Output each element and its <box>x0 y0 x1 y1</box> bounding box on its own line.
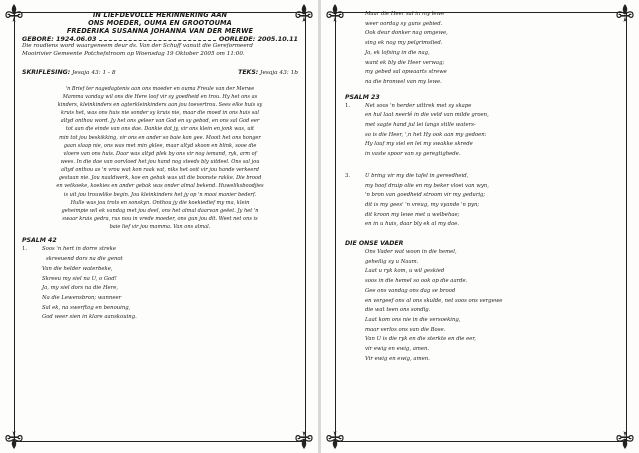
tribute-line: wees. In die dae van oorvloed het jou hand nog steeds bly uitdeel. Ons sal jou <box>60 158 260 165</box>
verse-line: U bring vir my die tafel in gereedheid, <box>365 172 469 179</box>
verse-line: en hul laat neerlê in die veld van milde groen, <box>365 112 489 119</box>
verse-line: my gebed sal opwaarts strewe <box>365 69 447 76</box>
tribute-line: altyd onthou as 'n vrou wat kon raak vat, niks het ooit vir jou hande verkeerd <box>60 167 259 174</box>
prayer-line: Laat kom ons nie in die versoeking, <box>365 316 461 323</box>
tribute-line: altyd onthou word. Jy het ons geleer van God en sy gebod, en ons sal God eer <box>60 118 260 125</box>
psalm-23-verse-1 <box>345 102 615 160</box>
lords-prayer-title: DIE ONSE VADER <box>345 240 404 248</box>
verse-line: Skreeu my siel na U, o God! <box>42 275 117 282</box>
prayer-line: geheilig sy u Naam. <box>365 258 419 265</box>
deceased-name: FREDERIKA SUSANNA JOHANNA VAN DER MERWE <box>66 26 254 35</box>
tribute-line: gestaan nie. Jou naaldwerk, koe en gebak was uit die boonste rakke. Die brood <box>58 175 262 182</box>
verse-number: 1. <box>345 102 351 109</box>
verse-line: in vaste spoor van sy geregtighede. <box>365 151 461 158</box>
fleur-de-lis-icon <box>324 429 346 451</box>
tribute-line: Hulle was jou trots en sonskyn. Onthou jy die koekiedief my ma, klein <box>70 199 250 206</box>
verse-line: 'n bron van goedheid stroom vir my gedurig; <box>365 192 486 199</box>
fleur-de-lis-icon <box>324 2 346 24</box>
reading-value: Jesaja 43: 1 - 8 <box>72 69 116 76</box>
verse-line: Ja, ek lofsing in die nag, <box>365 49 430 56</box>
reading-label: SKRIFLESING: <box>22 68 71 76</box>
scripture-reading <box>22 69 116 77</box>
verse-line: Na die Lewensbron; wanneer <box>42 294 122 301</box>
scripture-readings <box>22 69 298 77</box>
right-page <box>321 0 639 453</box>
verse-line: God weer sien in klare aanskouing. <box>42 314 137 321</box>
tribute-line: kinders, kleinkinders en agterkleinkinders aan jou toevertrou. Sees elke huis sy <box>57 101 263 108</box>
psalm-42-continuation <box>345 10 615 88</box>
verse-line: Maar die Heer sal in my lewe <box>365 11 445 17</box>
prayer-line: Vir ewig en ewig, amen. <box>365 355 430 362</box>
tribute-line: baie lief vir jou mamma. Van ons almal. <box>109 224 211 231</box>
prayer-line: en vergeef ons al ons skulde, net soos ons vergewe <box>365 297 503 304</box>
verse-line: Sal ek, na swerftog en benouing, <box>42 304 131 311</box>
hymns-content <box>345 10 615 365</box>
verse-number: 1. <box>22 246 28 253</box>
tribute-line: geheimpie wil ek vandag met jou deel, ons het almal daarvan geëet. Jy het 'n <box>61 207 259 214</box>
tribute-line: gaan slaap nie, ons was met min gklee, maar altyd skoon en blink, sooe die <box>63 142 257 149</box>
psalm-42-verse <box>22 245 298 323</box>
tribute-line: en vetkoeke, koekies en ander gebak was onder almal bekend. Huweliksboodjies <box>56 183 264 190</box>
verse-line: na die bronwel van my lewe. <box>365 78 442 85</box>
verse-line: want ek bly die Heer verwag; <box>365 59 445 66</box>
text-value: Jesaja 43: 1b <box>260 69 298 76</box>
verse-line: so is die Heer, ',n het Hy ook aan my gedoen: <box>365 131 487 138</box>
death-date: OORLEDE: 2005.10.11 <box>218 35 298 44</box>
tribute-line: 'n Brief ter nagedagtenis aan ons moeder en ouma Freule van der Merwe <box>65 85 255 92</box>
tribute-line: Mamma vandag wil ons die Here loof vir sy goedheid en trou. Hy het ons as <box>62 93 258 100</box>
verse-line: dit kroon my lewe met u welbehae; <box>365 211 460 218</box>
prayer-line: Van U is die ryk en die sterkte en die eer, <box>365 336 476 343</box>
text-label: TEKS: <box>238 68 259 76</box>
prayer-line: Laat u ryk kom, u wil geskied <box>365 268 445 275</box>
verse-line: Soos 'n hert in dorre streke <box>42 246 116 253</box>
life-dates <box>22 35 298 43</box>
verse-line: dit is my gees' 'n vreug, my vyande 'n pyn; <box>365 201 480 208</box>
prayer-line: maar verlos ons van die Bose. <box>365 326 446 333</box>
left-page <box>0 0 318 453</box>
heading-line: ONS MOEDER, OUMA EN GROOTOUMA <box>88 18 232 27</box>
fleur-de-lis-icon <box>3 429 25 451</box>
prayer-line: Ons Vader wat woon in die hemel, <box>365 249 457 256</box>
tribute-line: swaar kruis gedra, rus nou in vrede moeder, ons gun jou dit. Weet net ons is <box>62 216 258 223</box>
psalm-23-title: PSALM 23 <box>345 93 380 101</box>
verse-line: en in u huis, daar bly ek al my dae. <box>365 221 460 228</box>
verse-number: 3. <box>345 172 351 179</box>
service-line: Mooirivier Gemeente Potchefstroom op Woensdag 19 Oktober 2005 om 11:00. <box>22 50 245 57</box>
date-divider <box>99 35 215 41</box>
prayer-line: Gee ons vandag ons dag se brood <box>365 287 456 294</box>
psalm-23-verse-3 <box>345 172 615 230</box>
lords-prayer <box>345 248 615 364</box>
verse-line: weer oordag sy guns gebied. <box>365 20 443 27</box>
verse-line: Ja, my siel dors na die Here, <box>42 285 119 292</box>
fleur-de-lis-icon <box>614 429 636 451</box>
verse-line: Net soos 'n herder uittrek met sy skape <box>365 102 472 109</box>
tribute-line: tot aan die einde van ons dae. Dankie dat jy, vir ons klein en jonk was, uit <box>65 126 255 133</box>
verse-line: Hy lauf my siel en lei my swakke skrede <box>365 141 473 148</box>
fleur-de-lis-icon <box>614 2 636 24</box>
memorial-content <box>22 12 298 323</box>
tribute-letter <box>22 85 298 232</box>
verse-line: skreeuend dors na die genot <box>46 256 123 263</box>
verse-line: my hoof druip olie en my beker vloei van wyn, <box>365 182 489 189</box>
service-details <box>22 43 298 58</box>
tribute-line: vloere van ons huis. Daar was altyd plek by ons vir nog iemand, ryk, arm of <box>63 150 257 157</box>
verse-line: Van die helder waterbeke, <box>42 265 113 272</box>
fleur-de-lis-icon <box>293 429 315 451</box>
tribute-line: min tot jou beskikking, vir ons en ander so baie kon gee. Mooit het ons honger <box>59 134 261 141</box>
heading-line: IN LIEFDEVOLLE HERINNERING AAN <box>92 11 228 19</box>
verse-line: sing ek nog my pelgrimslied. <box>365 40 443 47</box>
verse-line: Ook deur donker nag omgewe, <box>365 30 448 37</box>
prayer-line: die wat teen ons sondig. <box>365 307 431 314</box>
sermon-text <box>238 69 298 77</box>
tribute-line: is uit jou trouwlike begin. Jou kleinkinders het jy op 'n mooi manier bederf. <box>63 191 257 198</box>
memorial-heading <box>22 12 298 35</box>
prayer-line: vir ewig en ewig, amen. <box>365 346 430 353</box>
birth-date: GEBORE: 1924.06.03 <box>22 35 97 44</box>
verse-line: met sagte hand jul lei langs stille waters- <box>365 122 476 129</box>
tribute-line: kruis het, was ons huis nie sonder sy kruis nie, maar die moed in ons huis sal <box>61 110 259 117</box>
psalm-42-title: PSALM 42 <box>22 237 57 245</box>
prayer-line: soos in die hemel so ook op die aarde. <box>365 278 468 285</box>
service-line: Die roudiens word waargeneem deur ds. Van der Schuff vanuit die Gereformeerd <box>22 43 253 50</box>
